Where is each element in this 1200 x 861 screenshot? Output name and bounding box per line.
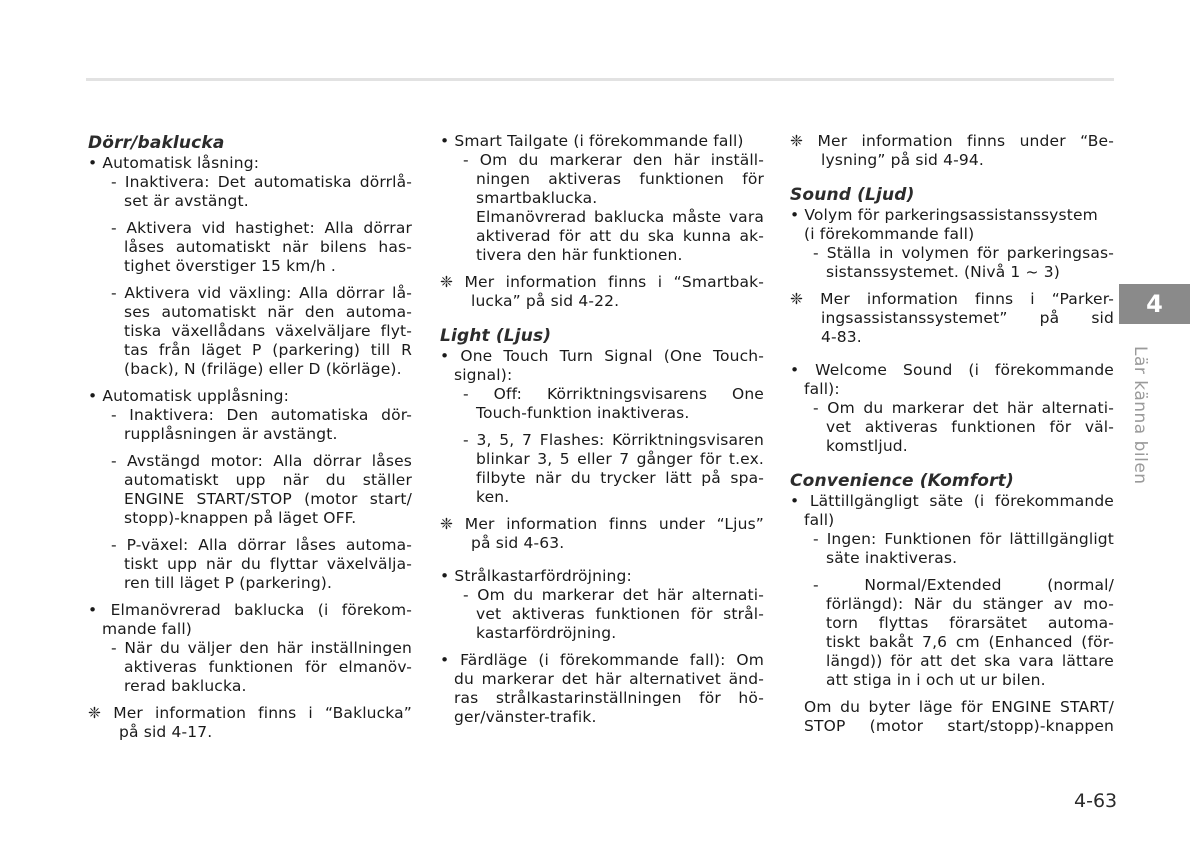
- item-line: automatiskt upp när du ställer: [124, 471, 412, 489]
- bullet-smart-tailgate: • Smart Tailgate (i förekommande fall): [440, 132, 744, 150]
- item-line: mande fall): [102, 620, 192, 638]
- item-line: - Inaktivera: Den automatiska dör-: [111, 406, 412, 424]
- item-line: tiska växellådans växelväljare flyt-: [124, 322, 412, 340]
- item-line: tas från läget P (parkering) till R: [124, 341, 412, 359]
- item-line: - Off: Körriktningsvisarens One: [463, 385, 764, 403]
- top-divider: [86, 78, 1114, 81]
- item-line: fall):: [804, 380, 840, 398]
- item-line: rerad baklucka.: [124, 677, 247, 695]
- item-line: - När du väljer den här inställningen: [111, 639, 412, 657]
- column-2: [440, 132, 764, 727]
- item-line: låses automatiskt när bilens has-: [124, 238, 412, 256]
- item-line: - 3, 5, 7 Flashes: Körriktningsvisaren: [463, 431, 764, 449]
- item-line: Om du byter läge för ENGINE START/: [804, 698, 1114, 716]
- item-line: - Ingen: Funktionen för lättillgängligt: [813, 530, 1114, 548]
- item-line: ras strålkastarinställningen för hö-: [454, 689, 764, 707]
- item-line: torn flyttas förarsätet automa-: [826, 614, 1114, 632]
- bullet-power-tailgate: • Elmanövrerad baklucka (i förekom-: [88, 601, 412, 619]
- bullet-headlight-delay: • Strålkastarfördröjning:: [440, 567, 632, 585]
- item-line: aktiverad för att du ska kunna ak-: [476, 227, 764, 245]
- heading-convenience: Convenience (Komfort): [790, 471, 1014, 491]
- item-line: ken.: [476, 488, 510, 506]
- item-line: säte inaktiveras.: [826, 549, 958, 567]
- item-line: kastarfördröjning.: [476, 624, 617, 642]
- item-line: lucka” på sid 4-22.: [471, 292, 620, 310]
- note-lighting: ❈ Mer information finns under “Be-: [790, 132, 1114, 150]
- item-line: 4-83.: [821, 328, 862, 346]
- heading-sound: Sound (Ljud): [790, 185, 915, 205]
- item-line: längd)) för att det ska vara lättare: [826, 652, 1114, 670]
- item-line: aktiveras funktionen för elmanöv-: [124, 658, 412, 676]
- heading-light: Light (Ljus): [440, 326, 552, 346]
- item-line: på sid 4-63.: [471, 534, 565, 552]
- column-3: [790, 132, 1114, 736]
- heading-door-tailgate: Dörr/baklucka: [88, 133, 225, 153]
- item-line: vet aktiveras funktionen för strål-: [476, 605, 764, 623]
- item-line: Touch-funktion inaktiveras.: [476, 404, 690, 422]
- item-line: lysning” på sid 4-94.: [821, 151, 984, 169]
- note-light: ❈ Mer information finns under “Ljus”: [440, 515, 764, 533]
- bullet-parking-volume: • Volym för parkeringsassistanssystem: [790, 206, 1098, 224]
- item-line: fall): [804, 511, 835, 529]
- item-line: - Om du markerar det här alternati-: [463, 586, 764, 604]
- item-line: tiskt bakåt 7,6 cm (Enhanced (för-: [826, 633, 1114, 651]
- item-line: filbyte när du trycker lätt på spa-: [476, 469, 764, 487]
- item-line: - Om du markerar den här inställ-: [463, 151, 764, 169]
- item-line: - Inaktivera: Det automatiska dörrlå-: [111, 173, 412, 191]
- item-line: - Ställa in volymen för parkeringsas-: [813, 244, 1114, 262]
- item-line: ger/vänster-trafik.: [454, 708, 597, 726]
- item-line: - Avstängd motor: Alla dörrar låses: [111, 452, 412, 470]
- item-line: ren till läget P (parkering).: [124, 574, 333, 592]
- bullet-one-touch: • One Touch Turn Signal (One Touch-: [440, 347, 764, 365]
- page-number: 4-63: [1074, 790, 1118, 812]
- column-1: [88, 132, 412, 742]
- item-line: Elmanövrerad baklucka måste vara: [476, 208, 764, 226]
- item-line: förlängd): När du stänger av mo-: [826, 595, 1114, 613]
- item-line: vet aktiveras funktionen för väl-: [826, 418, 1114, 436]
- item-line: (i förekommande fall): [804, 225, 975, 243]
- item-line: smartbaklucka.: [476, 189, 598, 207]
- note-parking: ❈ Mer information finns i “Parker-: [790, 290, 1114, 308]
- item-line: stopp)-knappen på läget OFF.: [124, 509, 357, 527]
- item-line: - Om du markerar det här alternati-: [813, 399, 1114, 417]
- note-smart-tailgate: ❈ Mer information finns i “Smartbak-: [440, 273, 764, 291]
- item-line: set är avstängt.: [124, 192, 249, 210]
- item-line: blinkar 3, 5 eller 7 gånger för t.ex.: [476, 450, 764, 468]
- item-line: tivera den här funktionen.: [476, 246, 683, 264]
- note-tailgate: ❈ Mer information finns i “Baklucka”: [88, 704, 412, 722]
- bullet-welcome-sound: • Welcome Sound (i förekommande: [790, 361, 1114, 379]
- item-line: ingsassistanssystemet” på sid: [821, 309, 1114, 327]
- item-line: ENGINE START/STOP (motor start/: [124, 490, 412, 508]
- chapter-tab: 4: [1119, 284, 1190, 324]
- bullet-travel-mode: • Färdläge (i förekommande fall): Om: [440, 651, 764, 669]
- item-line: på sid 4-17.: [119, 723, 213, 741]
- item-line: - Aktivera vid växling: Alla dörrar lå-: [111, 284, 412, 302]
- item-line: signal):: [454, 366, 513, 384]
- item-line: rupplåsningen är avstängt.: [124, 425, 338, 443]
- item-line: - P-växel: Alla dörrar låses automa-: [111, 536, 412, 554]
- item-line: STOP (motor start/stopp)-knappen: [804, 717, 1114, 735]
- item-line: (back), N (friläge) eller D (körläge).: [124, 360, 402, 378]
- chapter-side-label: Lär känna bilen: [1130, 346, 1150, 485]
- bullet-auto-unlock: • Automatisk upplåsning:: [88, 387, 290, 405]
- item-line: tiskt upp när du flyttar växelvälja-: [124, 555, 412, 573]
- item-line: sistanssystemet. (Nivå 1 ~ 3): [826, 263, 1060, 281]
- bullet-easy-access-seat: • Lättillgängligt säte (i förekommande: [790, 492, 1114, 510]
- item-line: komstljud.: [826, 437, 908, 455]
- item-line: du markerar det här alternativet änd-: [454, 670, 764, 688]
- item-line: att stiga in i och ut ur bilen.: [826, 671, 1046, 689]
- item-line: - Normal/Extended (normal/: [813, 576, 1114, 594]
- item-line: tighet överstiger 15 km/h .: [124, 257, 336, 275]
- item-line: ningen aktiveras funktionen för: [476, 170, 764, 188]
- item-line: ses automatiskt när den automa-: [124, 303, 412, 321]
- item-line: - Aktivera vid hastighet: Alla dörrar: [111, 219, 412, 237]
- bullet-auto-lock: • Automatisk låsning:: [88, 154, 260, 172]
